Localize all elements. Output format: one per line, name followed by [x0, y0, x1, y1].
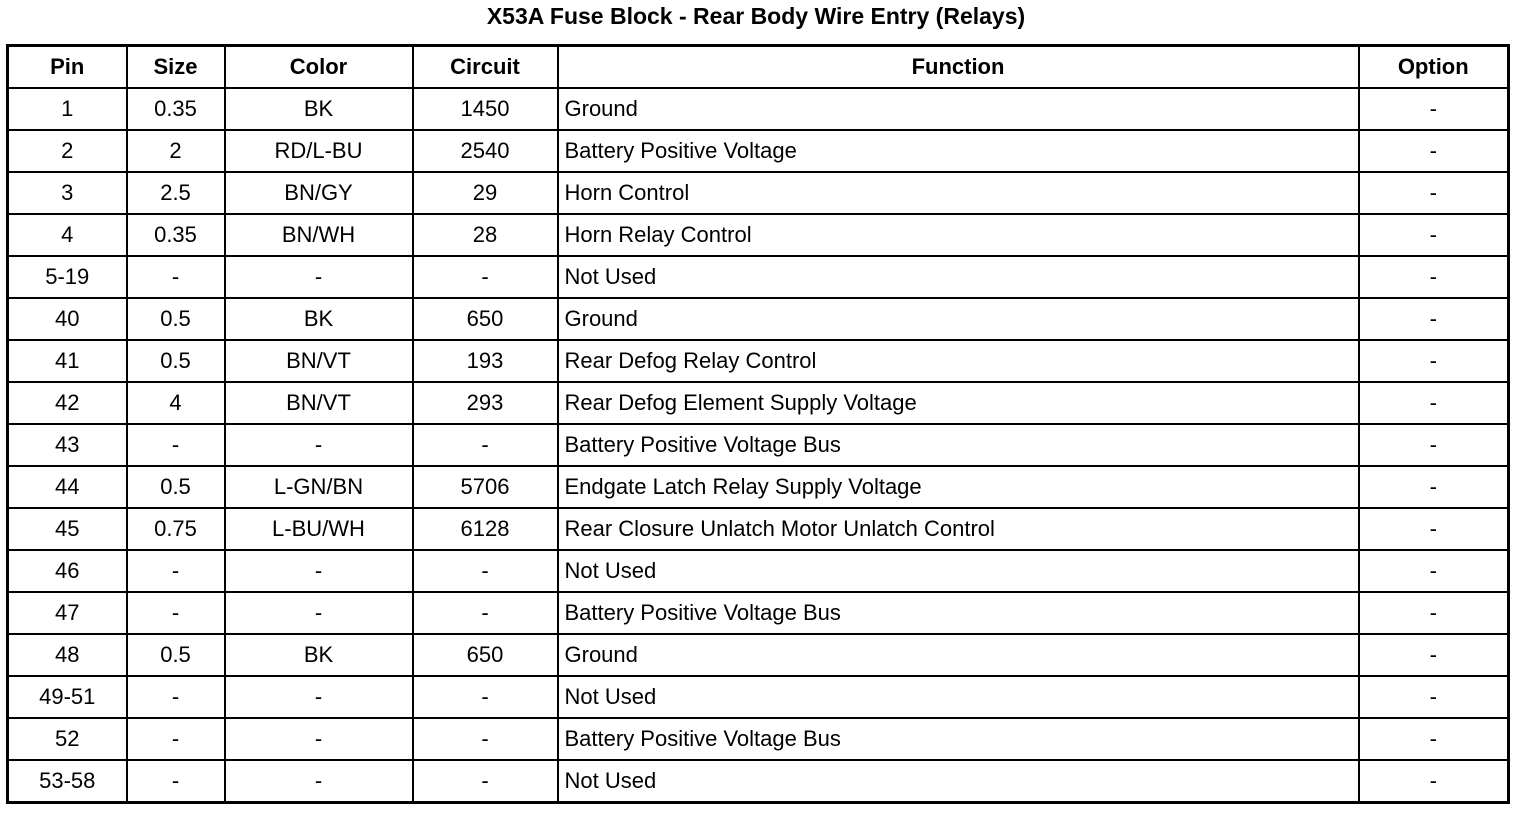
circuit-cell: 293: [413, 382, 558, 424]
pin-cell: 3: [8, 172, 127, 214]
pin-cell: 47: [8, 592, 127, 634]
size-cell: -: [127, 592, 225, 634]
circuit-cell: -: [413, 256, 558, 298]
option-cell: -: [1359, 130, 1509, 172]
color-cell: -: [225, 424, 413, 466]
function-cell: Rear Defog Element Supply Voltage: [558, 382, 1359, 424]
pin-cell: 45: [8, 508, 127, 550]
option-cell: -: [1359, 760, 1509, 803]
circuit-cell: 1450: [413, 88, 558, 130]
circuit-cell: 6128: [413, 508, 558, 550]
size-cell: 0.5: [127, 634, 225, 676]
size-cell: 0.5: [127, 340, 225, 382]
column-header-option: Option: [1359, 46, 1509, 89]
option-cell: -: [1359, 508, 1509, 550]
color-cell: BK: [225, 634, 413, 676]
circuit-cell: -: [413, 550, 558, 592]
table-row: [8, 130, 1509, 172]
color-cell: BN/WH: [225, 214, 413, 256]
circuit-cell: 193: [413, 340, 558, 382]
column-header-pin: Pin: [8, 46, 127, 89]
function-cell: Not Used: [558, 256, 1359, 298]
pin-cell: 43: [8, 424, 127, 466]
option-cell: -: [1359, 88, 1509, 130]
pinout-table: [6, 44, 1510, 804]
circuit-cell: -: [413, 676, 558, 718]
pin-cell: 42: [8, 382, 127, 424]
option-cell: -: [1359, 256, 1509, 298]
table-row: [8, 508, 1509, 550]
table-row: [8, 298, 1509, 340]
circuit-cell: -: [413, 424, 558, 466]
pin-cell: 44: [8, 466, 127, 508]
pin-cell: 40: [8, 298, 127, 340]
table-row: [8, 172, 1509, 214]
function-cell: Battery Positive Voltage Bus: [558, 718, 1359, 760]
table-header: [8, 46, 1509, 89]
table-row: [8, 760, 1509, 803]
color-cell: BN/VT: [225, 382, 413, 424]
color-cell: -: [225, 256, 413, 298]
function-cell: Ground: [558, 298, 1359, 340]
size-cell: 0.35: [127, 88, 225, 130]
size-cell: 4: [127, 382, 225, 424]
table-row: [8, 88, 1509, 130]
column-header-size: Size: [127, 46, 225, 89]
function-cell: Ground: [558, 634, 1359, 676]
function-cell: Not Used: [558, 676, 1359, 718]
table-row: [8, 634, 1509, 676]
table-row: [8, 592, 1509, 634]
table-row: [8, 256, 1509, 298]
size-cell: -: [127, 550, 225, 592]
color-cell: -: [225, 760, 413, 803]
color-cell: -: [225, 592, 413, 634]
size-cell: -: [127, 424, 225, 466]
table-row: [8, 466, 1509, 508]
size-cell: -: [127, 718, 225, 760]
color-cell: RD/L-BU: [225, 130, 413, 172]
size-cell: -: [127, 676, 225, 718]
option-cell: -: [1359, 466, 1509, 508]
pin-cell: 2: [8, 130, 127, 172]
page-title: X53A Fuse Block - Rear Body Wire Entry (Relays): [486, 3, 1026, 29]
option-cell: -: [1359, 634, 1509, 676]
column-header-color: Color: [225, 46, 413, 89]
column-header-function: Function: [558, 46, 1359, 89]
table-row: [8, 676, 1509, 718]
color-cell: -: [225, 676, 413, 718]
pin-cell: 48: [8, 634, 127, 676]
circuit-cell: 650: [413, 634, 558, 676]
color-cell: BK: [225, 88, 413, 130]
circuit-cell: 2540: [413, 130, 558, 172]
color-cell: BN/GY: [225, 172, 413, 214]
size-cell: -: [127, 760, 225, 803]
pin-cell: 52: [8, 718, 127, 760]
table-row: [8, 382, 1509, 424]
function-cell: Horn Control: [558, 172, 1359, 214]
option-cell: -: [1359, 424, 1509, 466]
size-cell: 0.75: [127, 508, 225, 550]
option-cell: -: [1359, 340, 1509, 382]
function-cell: Battery Positive Voltage Bus: [558, 424, 1359, 466]
table-row: [8, 214, 1509, 256]
function-cell: Horn Relay Control: [558, 214, 1359, 256]
circuit-cell: 650: [413, 298, 558, 340]
pin-cell: 5-19: [8, 256, 127, 298]
pin-cell: 4: [8, 214, 127, 256]
table-row: [8, 424, 1509, 466]
size-cell: 0.35: [127, 214, 225, 256]
color-cell: L-GN/BN: [225, 466, 413, 508]
option-cell: -: [1359, 550, 1509, 592]
color-cell: -: [225, 550, 413, 592]
option-cell: -: [1359, 214, 1509, 256]
color-cell: L-BU/WH: [225, 508, 413, 550]
circuit-cell: -: [413, 718, 558, 760]
pin-cell: 46: [8, 550, 127, 592]
circuit-cell: -: [413, 592, 558, 634]
option-cell: -: [1359, 718, 1509, 760]
function-cell: Battery Positive Voltage Bus: [558, 592, 1359, 634]
color-cell: BK: [225, 298, 413, 340]
circuit-cell: -: [413, 760, 558, 803]
header-row: [8, 46, 1509, 89]
function-cell: Rear Defog Relay Control: [558, 340, 1359, 382]
option-cell: -: [1359, 298, 1509, 340]
color-cell: -: [225, 718, 413, 760]
table-row: [8, 550, 1509, 592]
circuit-cell: 29: [413, 172, 558, 214]
size-cell: 0.5: [127, 466, 225, 508]
size-cell: 2.5: [127, 172, 225, 214]
column-header-circuit: Circuit: [413, 46, 558, 89]
size-cell: 0.5: [127, 298, 225, 340]
option-cell: -: [1359, 676, 1509, 718]
pin-cell: 49-51: [8, 676, 127, 718]
table-row: [8, 340, 1509, 382]
circuit-cell: 5706: [413, 466, 558, 508]
pin-cell: 41: [8, 340, 127, 382]
option-cell: -: [1359, 592, 1509, 634]
pin-cell: 53-58: [8, 760, 127, 803]
size-cell: 2: [127, 130, 225, 172]
color-cell: BN/VT: [225, 340, 413, 382]
option-cell: -: [1359, 382, 1509, 424]
function-cell: Ground: [558, 88, 1359, 130]
size-cell: -: [127, 256, 225, 298]
table-body: [8, 88, 1509, 803]
option-cell: -: [1359, 172, 1509, 214]
function-cell: Endgate Latch Relay Supply Voltage: [558, 466, 1359, 508]
pin-cell: 1: [8, 88, 127, 130]
function-cell: Rear Closure Unlatch Motor Unlatch Control: [558, 508, 1359, 550]
function-cell: Battery Positive Voltage: [558, 130, 1359, 172]
circuit-cell: 28: [413, 214, 558, 256]
function-cell: Not Used: [558, 550, 1359, 592]
table-row: [8, 718, 1509, 760]
function-cell: Not Used: [558, 760, 1359, 803]
